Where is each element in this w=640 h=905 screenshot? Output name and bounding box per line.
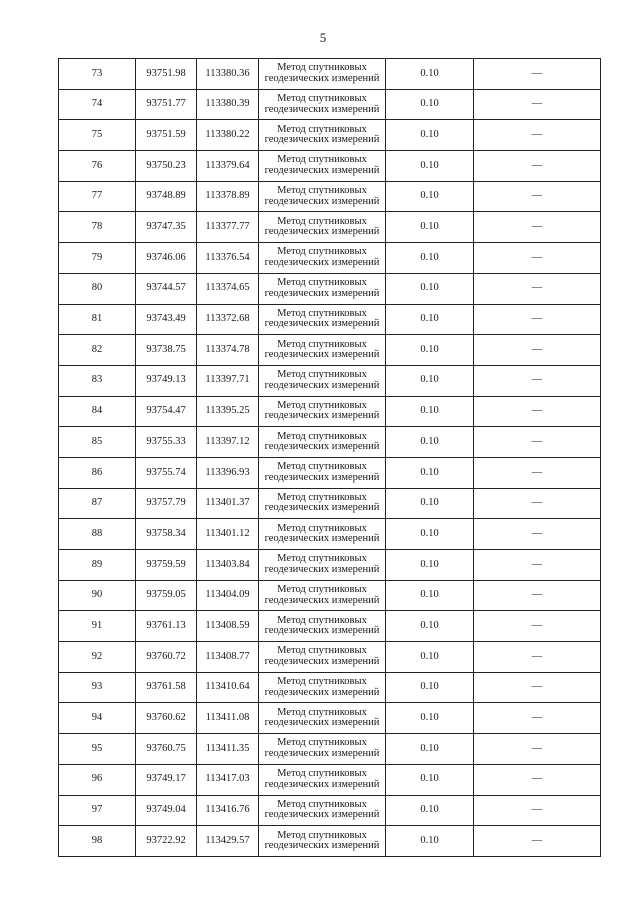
point-number-cell: 97 bbox=[59, 795, 136, 826]
note-cell: — bbox=[474, 120, 601, 151]
method-cell bbox=[259, 734, 386, 765]
method-cell bbox=[259, 396, 386, 427]
method-line-1: Метод спутниковых bbox=[277, 62, 367, 74]
method-cell bbox=[259, 212, 386, 243]
method-cell bbox=[259, 151, 386, 182]
table-row bbox=[59, 151, 601, 182]
x-coordinate-cell: 93749.17 bbox=[136, 764, 197, 795]
x-coordinate-cell: 93751.98 bbox=[136, 59, 197, 90]
accuracy-cell: 0.10 bbox=[386, 151, 474, 182]
method-line-2: геодезических измерений bbox=[264, 533, 380, 545]
table-row bbox=[59, 457, 601, 488]
point-number-cell: 94 bbox=[59, 703, 136, 734]
method-line-1: Метод спутниковых bbox=[277, 399, 367, 411]
point-number-cell: 79 bbox=[59, 243, 136, 274]
note-cell: — bbox=[474, 488, 601, 519]
method-line-2: геодезических измерений bbox=[264, 103, 380, 115]
x-coordinate-cell: 93750.23 bbox=[136, 151, 197, 182]
y-coordinate-cell: 113374.65 bbox=[197, 273, 259, 304]
note-cell: — bbox=[474, 243, 601, 274]
x-coordinate-cell: 93751.77 bbox=[136, 89, 197, 120]
note-cell: — bbox=[474, 59, 601, 90]
method-line-2: геодезических измерений bbox=[264, 256, 380, 268]
method-cell bbox=[259, 59, 386, 90]
page-number: 5 bbox=[319, 30, 327, 45]
method-line-1: Метод спутниковых bbox=[277, 584, 367, 596]
accuracy-cell: 0.10 bbox=[386, 672, 474, 703]
point-number-cell: 92 bbox=[59, 642, 136, 673]
y-coordinate-cell: 113408.77 bbox=[197, 642, 259, 673]
method-line-2: геодезических измерений bbox=[264, 594, 380, 606]
point-number-cell: 83 bbox=[59, 365, 136, 396]
method-line-1: Метод спутниковых bbox=[277, 553, 367, 565]
method-line-2: геодезических измерений bbox=[264, 717, 380, 729]
method-cell bbox=[259, 365, 386, 396]
method-cell bbox=[259, 611, 386, 642]
method-line-2: геодезических измерений bbox=[264, 502, 380, 514]
table-row bbox=[59, 580, 601, 611]
x-coordinate-cell: 93757.79 bbox=[136, 488, 197, 519]
point-number-cell: 86 bbox=[59, 457, 136, 488]
accuracy-cell: 0.10 bbox=[386, 396, 474, 427]
accuracy-cell: 0.10 bbox=[386, 764, 474, 795]
y-coordinate-cell: 113401.12 bbox=[197, 519, 259, 550]
point-number-cell: 91 bbox=[59, 611, 136, 642]
method-cell bbox=[259, 795, 386, 826]
method-line-2: геодезических измерений bbox=[264, 164, 380, 176]
table-row bbox=[59, 335, 601, 366]
table-row bbox=[59, 611, 601, 642]
method-cell bbox=[259, 181, 386, 212]
accuracy-cell: 0.10 bbox=[386, 457, 474, 488]
point-number-cell: 80 bbox=[59, 273, 136, 304]
x-coordinate-cell: 93758.34 bbox=[136, 519, 197, 550]
method-line-2: геодезических измерений bbox=[264, 287, 380, 299]
method-line-2: геодезических измерений bbox=[264, 379, 380, 391]
point-number-cell: 85 bbox=[59, 427, 136, 458]
method-line-1: Метод спутниковых bbox=[277, 369, 367, 381]
y-coordinate-cell: 113377.77 bbox=[197, 212, 259, 243]
accuracy-cell: 0.10 bbox=[386, 427, 474, 458]
x-coordinate-cell: 93749.13 bbox=[136, 365, 197, 396]
note-cell: — bbox=[474, 703, 601, 734]
method-cell bbox=[259, 89, 386, 120]
accuracy-cell: 0.10 bbox=[386, 243, 474, 274]
method-cell bbox=[259, 703, 386, 734]
point-number-cell: 89 bbox=[59, 550, 136, 581]
y-coordinate-cell: 113397.71 bbox=[197, 365, 259, 396]
y-coordinate-cell: 113372.68 bbox=[197, 304, 259, 335]
method-line-1: Метод спутниковых bbox=[277, 798, 367, 810]
y-coordinate-cell: 113404.09 bbox=[197, 580, 259, 611]
note-cell: — bbox=[474, 580, 601, 611]
method-line-2: геодезических измерений bbox=[264, 349, 380, 361]
table-row bbox=[59, 550, 601, 581]
table-row bbox=[59, 672, 601, 703]
method-line-2: геодезических измерений bbox=[264, 809, 380, 821]
point-number-cell: 82 bbox=[59, 335, 136, 366]
method-line-2: геодезических измерений bbox=[264, 747, 380, 759]
note-cell: — bbox=[474, 734, 601, 765]
method-line-1: Метод спутниковых bbox=[277, 829, 367, 841]
note-cell: — bbox=[474, 365, 601, 396]
method-line-2: геодезических измерений bbox=[264, 195, 380, 207]
point-number-cell: 90 bbox=[59, 580, 136, 611]
method-line-2: геодезических измерений bbox=[264, 655, 380, 667]
method-cell bbox=[259, 672, 386, 703]
point-number-cell: 93 bbox=[59, 672, 136, 703]
table-body bbox=[59, 59, 601, 857]
method-line-1: Метод спутниковых bbox=[277, 93, 367, 105]
point-number-cell: 95 bbox=[59, 734, 136, 765]
x-coordinate-cell: 93761.58 bbox=[136, 672, 197, 703]
method-line-2: геодезических измерений bbox=[264, 72, 380, 84]
method-cell bbox=[259, 457, 386, 488]
x-coordinate-cell: 93748.89 bbox=[136, 181, 197, 212]
method-cell bbox=[259, 519, 386, 550]
note-cell: — bbox=[474, 826, 601, 857]
point-number-cell: 87 bbox=[59, 488, 136, 519]
method-cell bbox=[259, 550, 386, 581]
accuracy-cell: 0.10 bbox=[386, 212, 474, 243]
y-coordinate-cell: 113403.84 bbox=[197, 550, 259, 581]
point-number-cell: 78 bbox=[59, 212, 136, 243]
table-row bbox=[59, 427, 601, 458]
accuracy-cell: 0.10 bbox=[386, 273, 474, 304]
method-line-1: Метод спутниковых bbox=[277, 676, 367, 688]
accuracy-cell: 0.10 bbox=[386, 488, 474, 519]
y-coordinate-cell: 113411.35 bbox=[197, 734, 259, 765]
table-row bbox=[59, 243, 601, 274]
method-line-2: геодезических измерений bbox=[264, 563, 380, 575]
note-cell: — bbox=[474, 181, 601, 212]
x-coordinate-cell: 93743.49 bbox=[136, 304, 197, 335]
table-row bbox=[59, 59, 601, 90]
table-row bbox=[59, 89, 601, 120]
table-row bbox=[59, 826, 601, 857]
x-coordinate-cell: 93722.92 bbox=[136, 826, 197, 857]
x-coordinate-cell: 93755.33 bbox=[136, 427, 197, 458]
accuracy-cell: 0.10 bbox=[386, 642, 474, 673]
note-cell: — bbox=[474, 795, 601, 826]
method-line-2: геодезических измерений bbox=[264, 318, 380, 330]
table-row bbox=[59, 212, 601, 243]
x-coordinate-cell: 93751.59 bbox=[136, 120, 197, 151]
note-cell: — bbox=[474, 611, 601, 642]
table-row bbox=[59, 519, 601, 550]
y-coordinate-cell: 113380.22 bbox=[197, 120, 259, 151]
point-number-cell: 74 bbox=[59, 89, 136, 120]
method-line-1: Метод спутниковых bbox=[277, 706, 367, 718]
y-coordinate-cell: 113417.03 bbox=[197, 764, 259, 795]
note-cell: — bbox=[474, 151, 601, 182]
table-row bbox=[59, 764, 601, 795]
coordinates-table bbox=[58, 58, 601, 857]
y-coordinate-cell: 113397.12 bbox=[197, 427, 259, 458]
method-line-1: Метод спутниковых bbox=[277, 491, 367, 503]
method-line-2: геодезических измерений bbox=[264, 471, 380, 483]
point-number-cell: 81 bbox=[59, 304, 136, 335]
method-line-2: геодезических измерений bbox=[264, 686, 380, 698]
x-coordinate-cell: 93746.06 bbox=[136, 243, 197, 274]
y-coordinate-cell: 113396.93 bbox=[197, 457, 259, 488]
note-cell: — bbox=[474, 335, 601, 366]
method-line-2: геодезических измерений bbox=[264, 840, 380, 852]
method-line-1: Метод спутниковых bbox=[277, 154, 367, 166]
x-coordinate-cell: 93747.35 bbox=[136, 212, 197, 243]
method-line-2: геодезических измерений bbox=[264, 226, 380, 238]
note-cell: — bbox=[474, 519, 601, 550]
accuracy-cell: 0.10 bbox=[386, 734, 474, 765]
x-coordinate-cell: 93738.75 bbox=[136, 335, 197, 366]
x-coordinate-cell: 93761.13 bbox=[136, 611, 197, 642]
point-number-cell: 98 bbox=[59, 826, 136, 857]
y-coordinate-cell: 113429.57 bbox=[197, 826, 259, 857]
method-line-2: геодезических измерений bbox=[264, 778, 380, 790]
accuracy-cell: 0.10 bbox=[386, 365, 474, 396]
note-cell: — bbox=[474, 764, 601, 795]
x-coordinate-cell: 93759.05 bbox=[136, 580, 197, 611]
accuracy-cell: 0.10 bbox=[386, 580, 474, 611]
y-coordinate-cell: 113411.08 bbox=[197, 703, 259, 734]
x-coordinate-cell: 93749.04 bbox=[136, 795, 197, 826]
method-cell bbox=[259, 427, 386, 458]
method-line-1: Метод спутниковых bbox=[277, 645, 367, 657]
method-cell bbox=[259, 488, 386, 519]
table-row bbox=[59, 488, 601, 519]
table-row bbox=[59, 365, 601, 396]
method-line-2: геодезических измерений bbox=[264, 441, 380, 453]
method-line-1: Метод спутниковых bbox=[277, 768, 367, 780]
accuracy-cell: 0.10 bbox=[386, 703, 474, 734]
point-number-cell: 84 bbox=[59, 396, 136, 427]
note-cell: — bbox=[474, 212, 601, 243]
note-cell: — bbox=[474, 550, 601, 581]
y-coordinate-cell: 113408.59 bbox=[197, 611, 259, 642]
note-cell: — bbox=[474, 642, 601, 673]
method-line-2: геодезических измерений bbox=[264, 410, 380, 422]
method-line-1: Метод спутниковых bbox=[277, 461, 367, 473]
method-cell bbox=[259, 642, 386, 673]
y-coordinate-cell: 113374.78 bbox=[197, 335, 259, 366]
point-number-cell: 73 bbox=[59, 59, 136, 90]
note-cell: — bbox=[474, 396, 601, 427]
y-coordinate-cell: 113376.54 bbox=[197, 243, 259, 274]
method-line-1: Метод спутниковых bbox=[277, 246, 367, 258]
y-coordinate-cell: 113380.36 bbox=[197, 59, 259, 90]
method-line-1: Метод спутниковых bbox=[277, 737, 367, 749]
method-cell bbox=[259, 273, 386, 304]
method-line-1: Метод спутниковых bbox=[277, 522, 367, 534]
method-line-1: Метод спутниковых bbox=[277, 277, 367, 289]
accuracy-cell: 0.10 bbox=[386, 826, 474, 857]
method-line-1: Метод спутниковых bbox=[277, 185, 367, 197]
accuracy-cell: 0.10 bbox=[386, 304, 474, 335]
point-number-cell: 77 bbox=[59, 181, 136, 212]
y-coordinate-cell: 113410.64 bbox=[197, 672, 259, 703]
note-cell: — bbox=[474, 304, 601, 335]
method-cell bbox=[259, 243, 386, 274]
method-line-1: Метод спутниковых bbox=[277, 614, 367, 626]
y-coordinate-cell: 113380.39 bbox=[197, 89, 259, 120]
table-row bbox=[59, 304, 601, 335]
accuracy-cell: 0.10 bbox=[386, 795, 474, 826]
method-line-1: Метод спутниковых bbox=[277, 123, 367, 135]
accuracy-cell: 0.10 bbox=[386, 120, 474, 151]
method-line-1: Метод спутниковых bbox=[277, 307, 367, 319]
accuracy-cell: 0.10 bbox=[386, 89, 474, 120]
y-coordinate-cell: 113416.76 bbox=[197, 795, 259, 826]
table-row bbox=[59, 273, 601, 304]
table-row bbox=[59, 703, 601, 734]
method-cell bbox=[259, 304, 386, 335]
point-number-cell: 88 bbox=[59, 519, 136, 550]
x-coordinate-cell: 93760.62 bbox=[136, 703, 197, 734]
table-row bbox=[59, 642, 601, 673]
x-coordinate-cell: 93759.59 bbox=[136, 550, 197, 581]
method-line-1: Метод спутниковых bbox=[277, 215, 367, 227]
point-number-cell: 75 bbox=[59, 120, 136, 151]
method-cell bbox=[259, 826, 386, 857]
note-cell: — bbox=[474, 672, 601, 703]
method-cell bbox=[259, 335, 386, 366]
accuracy-cell: 0.10 bbox=[386, 181, 474, 212]
x-coordinate-cell: 93744.57 bbox=[136, 273, 197, 304]
accuracy-cell: 0.10 bbox=[386, 59, 474, 90]
method-cell bbox=[259, 120, 386, 151]
method-line-1: Метод спутниковых bbox=[277, 430, 367, 442]
note-cell: — bbox=[474, 89, 601, 120]
x-coordinate-cell: 93760.72 bbox=[136, 642, 197, 673]
table-row bbox=[59, 734, 601, 765]
accuracy-cell: 0.10 bbox=[386, 611, 474, 642]
note-cell: — bbox=[474, 457, 601, 488]
y-coordinate-cell: 113395.25 bbox=[197, 396, 259, 427]
point-number-cell: 96 bbox=[59, 764, 136, 795]
y-coordinate-cell: 113379.64 bbox=[197, 151, 259, 182]
method-cell bbox=[259, 764, 386, 795]
table-row bbox=[59, 120, 601, 151]
note-cell: — bbox=[474, 427, 601, 458]
method-line-1: Метод спутниковых bbox=[277, 338, 367, 350]
x-coordinate-cell: 93755.74 bbox=[136, 457, 197, 488]
y-coordinate-cell: 113401.37 bbox=[197, 488, 259, 519]
method-cell bbox=[259, 580, 386, 611]
x-coordinate-cell: 93754.47 bbox=[136, 396, 197, 427]
accuracy-cell: 0.10 bbox=[386, 335, 474, 366]
table-row bbox=[59, 396, 601, 427]
x-coordinate-cell: 93760.75 bbox=[136, 734, 197, 765]
table-row bbox=[59, 181, 601, 212]
note-cell: — bbox=[474, 273, 601, 304]
accuracy-cell: 0.10 bbox=[386, 519, 474, 550]
method-line-2: геодезических измерений bbox=[264, 134, 380, 146]
method-line-2: геодезических измерений bbox=[264, 625, 380, 637]
point-number-cell: 76 bbox=[59, 151, 136, 182]
y-coordinate-cell: 113378.89 bbox=[197, 181, 259, 212]
accuracy-cell: 0.10 bbox=[386, 550, 474, 581]
table-row bbox=[59, 795, 601, 826]
